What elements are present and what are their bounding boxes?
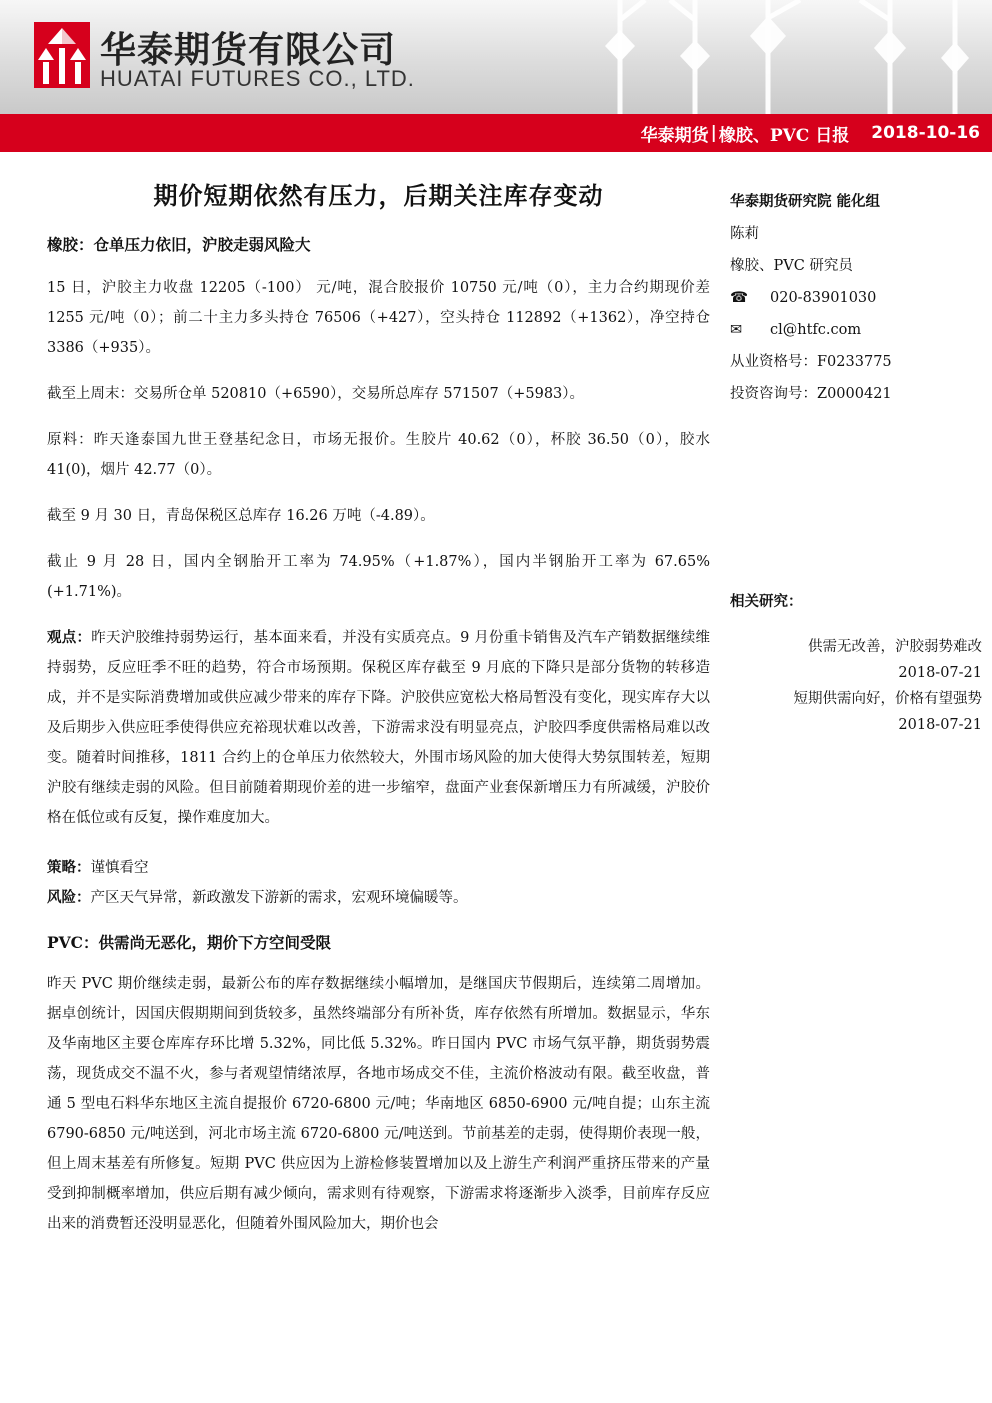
author-info (730, 186, 982, 410)
rubber-paragraph-4: 截至 9 月 30 日，青岛保税区总库存 16.26 万吨（-4.89）。 (47, 508, 435, 524)
risk-label: 风险： (47, 889, 91, 906)
rubber-strategy (47, 853, 710, 883)
report-date: 2018-10-16 (871, 123, 980, 143)
rubber-heading: 橡胶：仓单压力依旧，沪胶走弱风险大 (47, 235, 311, 254)
analyst-role: 橡胶、PVC 研究员 (730, 258, 853, 274)
analyst-name: 陈莉 (730, 226, 759, 242)
company-name-cn: 华泰期货有限公司 (100, 30, 397, 71)
research-dept: 华泰期货研究院 能化组 (730, 193, 881, 210)
header-band (0, 0, 992, 114)
cert-row (730, 346, 982, 378)
cert-number: F0233775 (817, 354, 892, 370)
phone-icon: ☎ (730, 290, 749, 306)
view-text: 昨天沪胶维持弱势运行，基本面来看，并没有实质亮点。9 月份重卡销售及汽车产销数据继续维持弱势，反应旺季不旺的趋势，符合市场预期。保税区库存截至 9 月底的下降只是部分货物的转移造成，并不是实际消费增加或供应减少带来的库存下降。沪胶供应宽松大格局暂没有变化，现实库存大以及后期步入供应旺季使得供应充裕现状难以改善，下游需求没有明显亮点，沪胶四季度供需格局难以改变。随着时间推移，1811 合约上的仓单压力依然较大，外围市场风险的加大使得大势氛围转差，短期沪胶有继续走弱的风险。但目前随着期现价差的进一步缩窄，盘面产业套保新增压力有所减缓，沪胶价格在低位或有反复，操作难度加大。 (47, 630, 710, 826)
report-category: 橡胶、PVC 日报 (718, 125, 850, 146)
strategy-text: 谨慎看空 (90, 860, 149, 876)
pvc-heading: PVC：供需尚无恶化，期价下方空间受限 (47, 933, 332, 952)
related-research-heading: 相关研究： (730, 593, 803, 610)
rubber-paragraph-1: 15 日，沪胶主力收盘 12205（-100） 元/吨，混合胶报价 10750 元/吨（0），主力合约期现价差 1255 元/吨（0）；前二十主力多头持仓 76506（+427），空头持仓 112892（+1362），净空持仓 3386（+935）。 (47, 280, 710, 356)
rubber-paragraph-2: 截至上周末：交易所仓单 520810（+6590），交易所总库存 571507（+5983）。 (47, 386, 585, 402)
page-title: 期价短期依然有压力，后期关注库存变动 (153, 181, 604, 210)
report-bar (0, 114, 992, 152)
main-content (47, 176, 710, 1239)
rubber-paragraph-3: 原料：昨天逢泰国九世王登基纪念日，市场无报价。生胶片 40.62（0），杯胶 36.50（0），胶水 41(0)，烟片 42.77（0）。 (47, 432, 710, 478)
related-research-list (730, 634, 982, 738)
phone-row (730, 282, 982, 314)
consult-row (730, 378, 982, 410)
consult-label: 投资咨询号： (730, 386, 817, 402)
risk-text: 产区天气异常，新政激发下游新的需求，宏观环境偏暖等。 (90, 890, 468, 906)
email-address[interactable]: cl@htfc.com (770, 322, 862, 338)
mail-icon: ✉ (730, 322, 743, 338)
consult-number: Z0000421 (817, 386, 892, 402)
rubber-view (47, 623, 710, 833)
cert-label: 从业资格号： (730, 354, 817, 370)
related-date: 2018-07-21 (898, 717, 982, 733)
report-brand: 华泰期货 (640, 125, 709, 146)
email-row (730, 314, 982, 346)
report-separator: | (710, 123, 717, 143)
related-title[interactable]: 短期供需向好，价格有望强势 (793, 691, 982, 707)
company-name-en: HUATAI FUTURES CO., LTD. (100, 66, 415, 91)
phone-number: 020-83901030 (770, 290, 877, 306)
view-label: 观点： (47, 629, 92, 646)
rubber-risk (47, 883, 710, 913)
huatai-logo-icon (34, 22, 90, 88)
pvc-paragraph-1: 昨天 PVC 期价继续走弱，最新公布的库存数据继续小幅增加，是继国庆节假期后，连续第二周增加。据卓创统计，因国庆假期期间到货较多，虽然终端部分有所补货，库存依然有所增加。数据显示，华东及华南地区主要仓库库存环比增 5.32%，同比低 5.32%。昨日国内 PVC 市场气氛平静，期货弱势震荡，现货成交不温不火，参与者观望情绪浓厚，各地市场成交不佳，主流价格波动有限。截至收盘，普通 5 型电石料华东地区主流自提报价 6720-6800 元/吨；华南地区 6850-6900 元/吨自提；山东主流 6790-6850 元/吨送到，河北市场主流 6720-6800 元/吨送到。节前基差的走弱，使得期价表现一般，但上周末基差有所修复。短期 PVC 供应因为上游检修装置增加以及上游生产利润严重挤压带来的产量受到抑制概率增加，供应后期有减少倾向，需求则有待观察，下游需求将逐渐步入淡季，目前库存反应出来的消费暂还没明显恶化，但随着外围风险加大，期价也会 (47, 976, 710, 1232)
strategy-label: 策略： (47, 859, 91, 876)
related-title[interactable]: 供需无改善，沪胶弱势难改 (808, 639, 982, 655)
rubber-paragraph-5: 截止 9 月 28 日，国内全钢胎开工率为 74.95%（+1.87%），国内半钢胎开工率为 67.65%(+1.71%)。 (47, 554, 710, 600)
related-date: 2018-07-21 (898, 665, 982, 681)
header-decoration (560, 0, 992, 114)
